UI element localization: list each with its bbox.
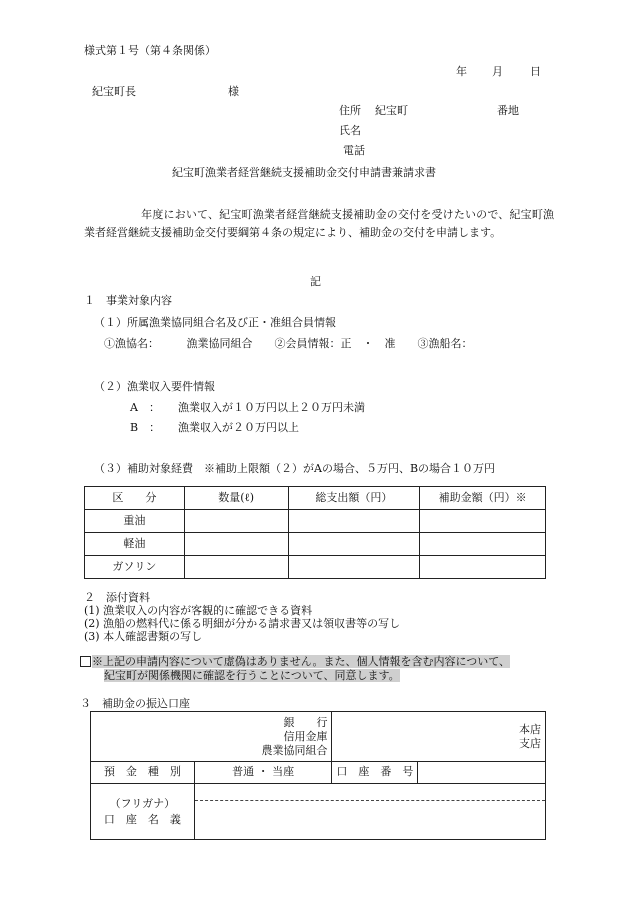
total-expense-cell[interactable] (288, 556, 420, 579)
institution-cell[interactable] (91, 712, 332, 762)
kana-input-line[interactable] (195, 784, 545, 801)
quantity-cell[interactable] (184, 533, 288, 556)
intro-line-1: 年度において、紀宝町漁業者経営継続支援補助金の交付を受けたいので、紀 (141, 208, 521, 221)
row-label-gasoline: ガソリン (85, 556, 185, 579)
requirement-b-key: B ： (130, 421, 161, 434)
intro-line-2: 宝町漁業者経営継続支援補助金交付要綱第４条の規定により、補助金の交付を申請しま (84, 208, 555, 239)
table-row (85, 510, 546, 533)
document-title: 紀宝町漁業者経営継続支援補助金交付申請書兼請求書 (172, 166, 436, 179)
header-subsidy-amount: 補助金額（円）※ (420, 487, 546, 510)
account-holder-row (91, 784, 546, 840)
table-header-row (85, 487, 546, 510)
subsidy-amount-cell[interactable] (420, 510, 546, 533)
attachment-item-1: (1) 漁業収入の内容が客観的に確認できる資料 (84, 604, 313, 617)
name-label: 氏名 (339, 124, 361, 137)
date-year: 年 (456, 65, 467, 78)
deposit-type-options[interactable]: 普通 ・ 当座 (194, 762, 332, 784)
header-quantity: 数量(ℓ) (184, 487, 288, 510)
institution-type-credit-union: 信用金庫 (283, 729, 328, 743)
requirement-a-text: 漁業収入が１０万円以上２０万円未満 (178, 401, 365, 414)
row-label-heavy-oil: 重油 (85, 510, 185, 533)
row-label-light-oil: 軽油 (85, 533, 185, 556)
section-1-heading: １ 事業対象内容 (84, 294, 172, 307)
account-number-field[interactable] (418, 762, 546, 784)
address-label: 住所 (339, 104, 361, 117)
branch-type-branch: 支店 (519, 736, 541, 750)
subsection-3-heading: （３）補助対象経費 ※補助上限額（２）がAの場合、５万円、Bの場合１０万円 (94, 462, 496, 475)
quantity-cell[interactable] (184, 510, 288, 533)
institution-row (91, 712, 546, 762)
subsidy-amount-cell[interactable] (420, 533, 546, 556)
intro-paragraph (84, 206, 554, 242)
institution-type-bank: 銀 行 (283, 715, 328, 729)
addressee-honorific: 様 (228, 85, 239, 98)
quantity-cell[interactable] (184, 556, 288, 579)
deposit-row (91, 762, 546, 784)
address-suffix: 番地 (497, 104, 519, 117)
subsidy-amount-cell[interactable] (420, 556, 546, 579)
address-town: 紀宝町 (375, 104, 408, 117)
table-row (85, 533, 546, 556)
deposit-type-label: 預 金 種 別 (91, 762, 195, 784)
branch-cell[interactable] (332, 712, 546, 762)
institution-type-agri-coop: 農業協同組合 (261, 743, 328, 757)
bank-account-table (90, 711, 546, 840)
account-number-label: 口 座 番 号 (332, 762, 418, 784)
requirement-a-key: A ： (130, 401, 160, 414)
consent-line-2: 紀宝町が関係機関に確認を行うことについて、同意します。 (104, 669, 400, 682)
ki-heading: 記 (310, 275, 321, 288)
requirement-b-text: 漁業収入が２０万円以上 (178, 421, 299, 434)
header-category: 区 分 (85, 487, 185, 510)
form-number: 様式第１号（第４条関係） (84, 44, 216, 57)
consent-checkbox[interactable] (80, 656, 91, 667)
kana-label: （フリガナ） (109, 796, 176, 810)
date-month: 月 (492, 65, 503, 78)
expense-table (84, 486, 546, 579)
subsection-1-heading: （１）所属漁業協同組合名及び正・准組合員情報 (94, 316, 336, 329)
branch-type-head-office: 本店 (519, 722, 541, 736)
account-holder-field[interactable] (194, 784, 545, 840)
cooperative-info-line: ①漁協名： 漁業協同組合 ②会員情報：正 ・ 准 ③漁船名： (104, 337, 473, 350)
holder-label: 口 座 名 義 (103, 812, 181, 826)
account-holder-label-cell (91, 784, 195, 840)
addressee-name: 紀宝町長 (92, 85, 136, 98)
section-2-heading: ２ 添付資料 (84, 591, 150, 604)
date-day: 日 (530, 65, 541, 78)
consent-line-1: ※上記の申請内容について虚偽はありません。また、個人情報を含む内容について、 (92, 655, 510, 668)
attachment-item-3: (3) 本人確認書類の写し (84, 630, 203, 643)
header-total-expense: 総支出額（円） (288, 487, 420, 510)
table-row (85, 556, 546, 579)
subsection-2-heading: （２）漁業収入要件情報 (94, 380, 215, 393)
intro-line-3: す。 (480, 226, 502, 239)
section-3-heading: ３ 補助金の振込口座 (80, 697, 190, 710)
phone-label: 電話 (343, 144, 365, 157)
attachment-item-2: (2) 漁船の燃料代に係る明細が分かる請求書又は領収書等の写し (84, 617, 401, 630)
total-expense-cell[interactable] (288, 510, 420, 533)
total-expense-cell[interactable] (288, 533, 420, 556)
